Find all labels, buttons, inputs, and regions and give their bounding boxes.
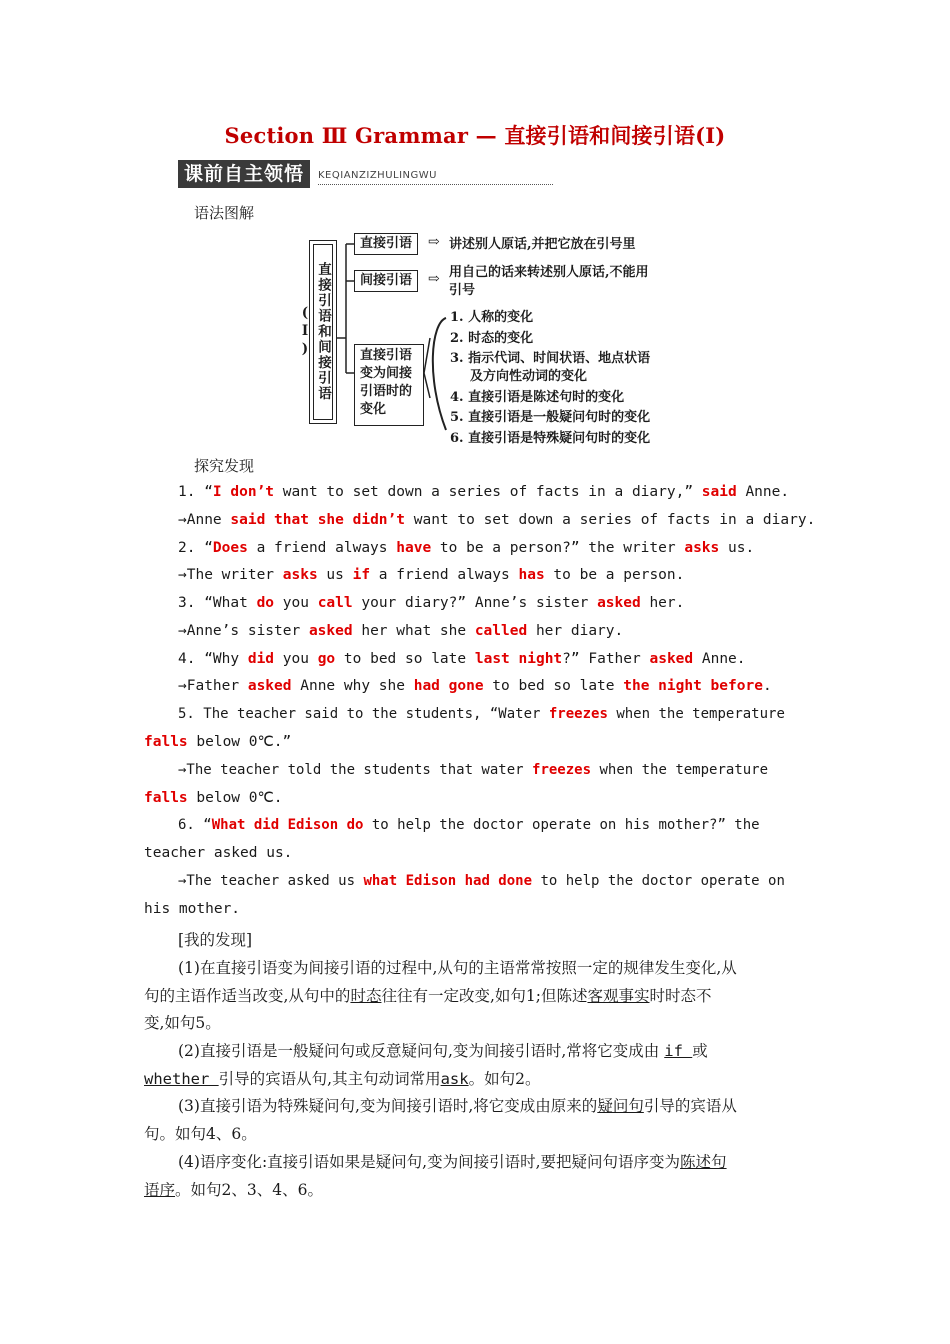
finding-2-line-2: whether 引导的宾语从句,其主句动词常用ask。如句2。 — [144, 1070, 541, 1088]
diagram-item: 6. 直接引语是特殊疑问句时的变化 — [450, 431, 651, 446]
diagram-item: 1. 人称的变化 — [450, 310, 534, 325]
example-sentence-1: 1. “I don’t want to set down a series of facts in a diary,” said Anne. — [178, 484, 790, 500]
diagram-indirect-speech-desc-1: 用自己的话来转述别人原话,不能用 — [449, 265, 649, 280]
diagram-item: 4. 直接引语是陈述句时的变化 — [450, 390, 625, 405]
finding-3-line-1: (3)直接引语为特殊疑问句,变为间接引语时,将它变成由原来的疑问句引导的宾语从 — [178, 1097, 737, 1115]
finding-3-line-2: 句。如句4、6。 — [144, 1125, 257, 1143]
example-sentence-1-converted: →Anne said that she didn’t want to set down a series of facts in a diary. — [178, 512, 816, 528]
finding-1-line-3: 变,如句5。 — [144, 1014, 221, 1032]
example-sentence-6-converted: →The teacher asked us what Edison had done to help the doctor operate on — [178, 873, 785, 889]
diagram-indirect-speech-desc-2: 引号 — [449, 283, 476, 298]
example-sentence-6-cont: teacher asked us. — [144, 845, 293, 861]
arrow-icon: ⇨ — [428, 234, 440, 250]
example-sentence-4: 4. “Why did you go to bed so late last night?” Father asked Anne. — [178, 651, 746, 667]
findings-heading: [我的发现] — [178, 931, 253, 949]
example-sentence-2-converted: →The writer asks us if a friend always has to be a person. — [178, 567, 685, 583]
example-sentence-5-converted-cont: falls below 0℃. — [144, 790, 283, 806]
diagram-item: 2. 时态的变化 — [450, 331, 534, 346]
example-sentence-4-converted: →Father asked Anne why she had gone to bed so late the night before. — [178, 678, 772, 694]
diagram-indirect-speech-box: 间接引语 — [354, 270, 418, 292]
section-banner — [178, 160, 558, 192]
diagram-change-line-3: 引语时的 — [360, 384, 413, 399]
banner-dotted-line — [318, 184, 553, 185]
example-sentence-5-converted: →The teacher told the students that water freezes when the temperature — [178, 762, 769, 778]
example-sentence-3-converted: →Anne’s sister asked her what she called her diary. — [178, 623, 624, 639]
example-sentence-6: 6. “What did Edison do to help the doctor operate on his mother?” the — [178, 817, 760, 833]
example-sentence-6-converted-cont: his mother. — [144, 901, 241, 917]
diagram-change-line-2: 变为间接 — [360, 366, 413, 381]
diagram-item: 5. 直接引语是一般疑问句时的变化 — [450, 410, 651, 425]
finding-1-line-2: 句的主语作适当改变,从句中的时态往往有一定改变,如句1;但陈述客观事实时时态不 — [144, 987, 712, 1005]
diagram-item: 及方向性动词的变化 — [470, 369, 588, 384]
finding-4-line-1: (4)语序变化:直接引语如果是疑问句,变为间接引语时,要把疑问句语序变为陈述句 — [178, 1153, 727, 1171]
diagram-direct-speech-desc: 讲述别人原话,并把它放在引号里 — [449, 237, 636, 252]
example-sentence-5-cont: falls below 0℃.” — [144, 734, 292, 750]
page-title: Section Ⅲ Grammar — 直接引语和间接引语(Ⅰ) — [224, 123, 726, 148]
finding-1-line-1: (1)在直接引语变为间接引语的过程中,从句的主语常常按照一定的规律发生变化,从 — [178, 959, 737, 977]
diagram-change-line-1: 直接引语 — [360, 348, 413, 363]
grammar-diagram — [297, 228, 686, 456]
section-heading-explore: 探究发现 — [194, 457, 255, 475]
finding-4-line-2: 语序。如句2、3、4、6。 — [144, 1181, 323, 1199]
diagram-change-line-4: 变化 — [360, 402, 387, 417]
diagram-change-box — [354, 344, 424, 426]
diagram-root-label: 直接引语和间接引语(Ⅰ) — [313, 244, 333, 420]
banner-pinyin: KEQIANZIZHULINGWU — [318, 170, 437, 181]
section-heading-grammar: 语法图解 — [194, 204, 255, 222]
diagram-item: 3. 指示代词、时间状语、地点状语 — [450, 351, 651, 366]
diagram-direct-speech-box: 直接引语 — [354, 233, 418, 255]
finding-2-line-1: (2)直接引语是一般疑问句或反意疑问句,变为间接引语时,常将它变成由 if 或 — [178, 1042, 708, 1060]
example-sentence-5: 5. The teacher said to the students, “Water freezes when the temperature — [178, 706, 785, 722]
arrow-icon: ⇨ — [428, 271, 440, 287]
example-sentence-2: 2. “Does a friend always have to be a person?” the writer asks us. — [178, 540, 755, 556]
banner-title: 课前自主领悟 — [178, 160, 310, 188]
example-sentence-3: 3. “What do you call your diary?” Anne’s sister asked her. — [178, 595, 685, 611]
